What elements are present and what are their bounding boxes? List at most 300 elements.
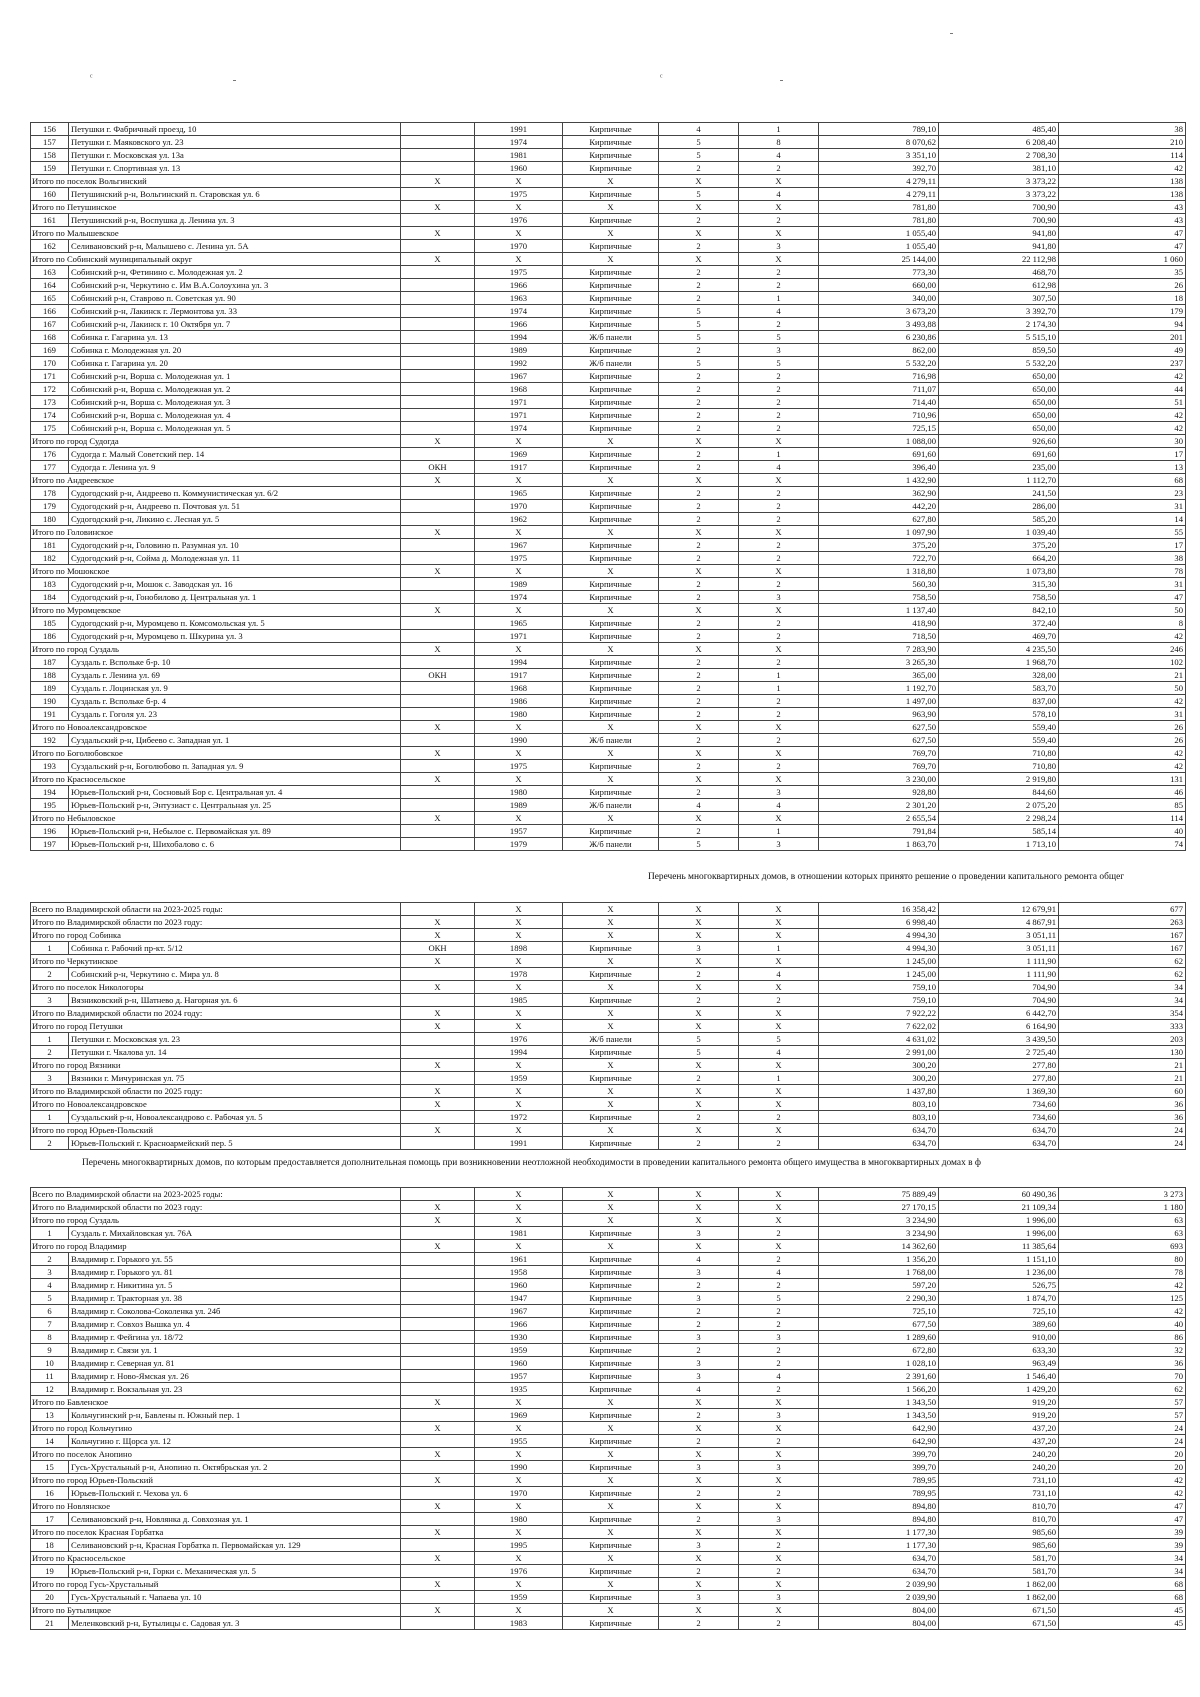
address-cell: Петушки г. Московская ул. 13а — [69, 149, 401, 162]
okn-flag-cell: X — [401, 1059, 475, 1072]
subtotal-label: Итого по Боголюбовское — [31, 747, 401, 760]
wall-material-cell: Кирпичные — [563, 461, 659, 474]
okn-flag-cell: X — [401, 812, 475, 825]
address-cell: Собинский р-н, Ставрово п. Советская ул. 90 — [69, 292, 401, 305]
okn-flag-cell — [401, 409, 475, 422]
total-area-cell: 672,80 — [819, 1344, 939, 1357]
living-area-cell: 1 039,40 — [939, 526, 1059, 539]
okn-flag-cell: X — [401, 773, 475, 786]
table-row — [31, 1539, 1186, 1552]
address-cell: Владимир г. Совхоз Вышка ул. 4 — [69, 1318, 401, 1331]
row-number-cell: 12 — [31, 1383, 69, 1396]
floors-cell: 2 — [659, 292, 739, 305]
floors-cell: X — [659, 526, 739, 539]
subtotal-row — [31, 1059, 1186, 1072]
address-cell: Суздаль г. Вспольке б-р. 10 — [69, 656, 401, 669]
table-row — [31, 1111, 1186, 1124]
entrances-cell: 2 — [739, 708, 819, 721]
total-area-cell: 773,30 — [819, 266, 939, 279]
residents-cell: 46 — [1059, 786, 1186, 799]
residents-cell: 50 — [1059, 604, 1186, 617]
row-number-cell: 181 — [31, 539, 69, 552]
living-area-cell: 691,60 — [939, 448, 1059, 461]
table-row — [31, 968, 1186, 981]
okn-flag-cell — [401, 396, 475, 409]
address-cell: Суздаль г. Гоголя ул. 23 — [69, 708, 401, 721]
living-area-cell: 650,00 — [939, 396, 1059, 409]
floors-cell: X — [659, 916, 739, 929]
year-built-cell: X — [475, 175, 563, 188]
residents-cell: 47 — [1059, 1500, 1186, 1513]
total-area-cell: 16 358,42 — [819, 903, 939, 916]
total-area-cell: 710,96 — [819, 409, 939, 422]
subtotal-row — [31, 1500, 1186, 1513]
total-area-cell: 597,20 — [819, 1279, 939, 1292]
floors-cell: X — [659, 1020, 739, 1033]
total-area-cell: 4 994,30 — [819, 942, 939, 955]
table-row — [31, 799, 1186, 812]
table-row — [31, 1487, 1186, 1500]
entrances-cell: 2 — [739, 1305, 819, 1318]
residents-cell: 21 — [1059, 669, 1186, 682]
entrances-cell: 1 — [739, 682, 819, 695]
floors-cell: 3 — [659, 1357, 739, 1370]
wall-material-cell: Ж/б панели — [563, 331, 659, 344]
residents-cell: 24 — [1059, 1422, 1186, 1435]
address-cell: Суздаль г. Лоцинская ул. 9 — [69, 682, 401, 695]
subtotal-label: Итого по поселок Вольгинский — [31, 175, 401, 188]
living-area-cell: 469,70 — [939, 630, 1059, 643]
total-area-cell: 3 234,90 — [819, 1214, 939, 1227]
year-built-cell: 1972 — [475, 1111, 563, 1124]
year-built-cell: X — [475, 1020, 563, 1033]
total-area-cell: 2 391,60 — [819, 1370, 939, 1383]
entrances-cell: 2 — [739, 1539, 819, 1552]
total-area-cell: 759,10 — [819, 994, 939, 1007]
subtotal-label: Итого по Красносельское — [31, 773, 401, 786]
wall-material-cell: Кирпичные — [563, 1357, 659, 1370]
floors-cell: 5 — [659, 1046, 739, 1059]
row-number-cell: 4 — [31, 1279, 69, 1292]
floors-cell: X — [659, 1422, 739, 1435]
residents-cell: 63 — [1059, 1214, 1186, 1227]
residents-cell: 57 — [1059, 1396, 1186, 1409]
entrances-cell: 2 — [739, 734, 819, 747]
living-area-cell: 4 235,50 — [939, 643, 1059, 656]
total-area-cell: 804,00 — [819, 1604, 939, 1617]
okn-flag-cell: X — [401, 1098, 475, 1111]
living-area-cell: 710,80 — [939, 760, 1059, 773]
subtotal-row — [31, 1201, 1186, 1214]
okn-flag-cell — [401, 1539, 475, 1552]
residents-cell: 45 — [1059, 1604, 1186, 1617]
entrances-cell: X — [739, 981, 819, 994]
address-cell: Петушки г. Спортивная ул. 13 — [69, 162, 401, 175]
okn-flag-cell — [401, 500, 475, 513]
wall-material-cell: Кирпичные — [563, 1344, 659, 1357]
section-heading-additional-assistance: Перечень многоквартирных домов, по которым предоставляется дополнительная помощь при возникновении неотложной необходимости в проведении капитального ремонта общего имущества в многоквартирных домах в ф — [82, 1158, 981, 1168]
living-area-cell: 315,30 — [939, 578, 1059, 591]
wall-material-cell: Кирпичные — [563, 409, 659, 422]
table-row — [31, 344, 1186, 357]
residents-cell: 31 — [1059, 708, 1186, 721]
floors-cell: X — [659, 201, 739, 214]
row-number-cell: 9 — [31, 1344, 69, 1357]
address-cell: Петушки г. Московская ул. 23 — [69, 1033, 401, 1046]
entrances-cell: 2 — [739, 1565, 819, 1578]
entrances-cell: 2 — [739, 500, 819, 513]
entrances-cell: 3 — [739, 786, 819, 799]
table-row — [31, 1513, 1186, 1526]
total-area-cell: 396,40 — [819, 461, 939, 474]
entrances-cell: X — [739, 1059, 819, 1072]
wall-material-cell: Кирпичные — [563, 1305, 659, 1318]
floors-cell: 2 — [659, 409, 739, 422]
year-built-cell: 1930 — [475, 1331, 563, 1344]
entrances-cell: 2 — [739, 318, 819, 331]
residents-cell: 62 — [1059, 968, 1186, 981]
okn-flag-cell: X — [401, 1396, 475, 1409]
total-area-cell: 442,20 — [819, 500, 939, 513]
address-cell: Владимир г. Фейгина ул. 18/72 — [69, 1331, 401, 1344]
table-row — [31, 292, 1186, 305]
subtotal-label: Всего по Владимирской области на 2023-2025 годы: — [31, 1188, 401, 1201]
residents-cell: 94 — [1059, 318, 1186, 331]
residents-cell: 68 — [1059, 1578, 1186, 1591]
floors-cell: 5 — [659, 838, 739, 851]
table-row — [31, 1591, 1186, 1604]
address-cell: Собинский р-н, Ворша с. Молодежная ул. 1 — [69, 370, 401, 383]
floors-cell: 2 — [659, 994, 739, 1007]
floors-cell: 2 — [659, 1072, 739, 1085]
total-area-cell: 1 245,00 — [819, 968, 939, 981]
wall-material-cell: X — [563, 903, 659, 916]
okn-flag-cell — [401, 1227, 475, 1240]
wall-material-cell: Кирпичные — [563, 1565, 659, 1578]
subtotal-row — [31, 1526, 1186, 1539]
residents-cell: 42 — [1059, 162, 1186, 175]
residents-cell: 34 — [1059, 981, 1186, 994]
residents-cell: 32 — [1059, 1344, 1186, 1357]
entrances-cell: X — [739, 1396, 819, 1409]
wall-material-cell: X — [563, 1124, 659, 1137]
total-area-cell: 375,20 — [819, 539, 939, 552]
living-area-cell: 634,70 — [939, 1124, 1059, 1137]
address-cell: Владимир г. Никитина ул. 5 — [69, 1279, 401, 1292]
row-number-cell: 191 — [31, 708, 69, 721]
address-cell: Вязники г. Мичуринская ул. 75 — [69, 1072, 401, 1085]
floors-cell: 2 — [659, 1305, 739, 1318]
year-built-cell: X — [475, 1188, 563, 1201]
table-row — [31, 279, 1186, 292]
floors-cell: X — [659, 1214, 739, 1227]
entrances-cell: X — [739, 526, 819, 539]
okn-flag-cell — [401, 656, 475, 669]
total-area-cell: 1 437,80 — [819, 1085, 939, 1098]
subtotal-row — [31, 773, 1186, 786]
okn-flag-cell: X — [401, 227, 475, 240]
residents-cell: 47 — [1059, 227, 1186, 240]
year-built-cell: 1971 — [475, 630, 563, 643]
subtotal-row — [31, 916, 1186, 929]
subtotal-row — [31, 253, 1186, 266]
wall-material-cell: X — [563, 1604, 659, 1617]
okn-flag-cell — [401, 786, 475, 799]
living-area-cell: 671,50 — [939, 1617, 1059, 1630]
total-area-cell: 1 289,60 — [819, 1331, 939, 1344]
living-area-cell: 5 532,20 — [939, 357, 1059, 370]
floors-cell: X — [659, 929, 739, 942]
entrances-cell: 2 — [739, 487, 819, 500]
living-area-cell: 583,70 — [939, 682, 1059, 695]
okn-flag-cell — [401, 292, 475, 305]
address-cell: Суздальский р-н, Цибеево с. Западная ул. 1 — [69, 734, 401, 747]
year-built-cell: 1975 — [475, 188, 563, 201]
wall-material-cell: Кирпичные — [563, 539, 659, 552]
subtotal-label: Всего по Владимирской области на 2023-2025 годы: — [31, 903, 401, 916]
residents-cell: 30 — [1059, 435, 1186, 448]
entrances-cell: X — [739, 1085, 819, 1098]
subtotal-row — [31, 1474, 1186, 1487]
table-row — [31, 1305, 1186, 1318]
subtotal-row — [31, 1085, 1186, 1098]
wall-material-cell: Кирпичные — [563, 1111, 659, 1124]
residents-cell: 80 — [1059, 1253, 1186, 1266]
total-area-cell: 769,70 — [819, 760, 939, 773]
total-area-cell: 2 655,54 — [819, 812, 939, 825]
total-area-cell: 789,95 — [819, 1474, 939, 1487]
entrances-cell: 1 — [739, 448, 819, 461]
living-area-cell: 3 373,22 — [939, 175, 1059, 188]
row-number-cell: 179 — [31, 500, 69, 513]
living-area-cell: 700,90 — [939, 201, 1059, 214]
row-number-cell: 10 — [31, 1357, 69, 1370]
living-area-cell: 985,60 — [939, 1539, 1059, 1552]
wall-material-cell: Кирпичные — [563, 279, 659, 292]
okn-flag-cell: X — [401, 1578, 475, 1591]
wall-material-cell: Кирпичные — [563, 1591, 659, 1604]
entrances-cell: X — [739, 1422, 819, 1435]
table-row — [31, 578, 1186, 591]
year-built-cell: X — [475, 1396, 563, 1409]
floors-cell: X — [659, 1578, 739, 1591]
year-built-cell: 1968 — [475, 383, 563, 396]
residents-cell: 24 — [1059, 1435, 1186, 1448]
floors-cell: 2 — [659, 786, 739, 799]
total-area-cell: 803,10 — [819, 1111, 939, 1124]
okn-flag-cell: X — [401, 1124, 475, 1137]
floors-cell: 4 — [659, 1253, 739, 1266]
year-built-cell: X — [475, 1422, 563, 1435]
total-area-cell: 718,50 — [819, 630, 939, 643]
year-built-cell: X — [475, 1552, 563, 1565]
address-cell: Гусь-Хрустальный р-н, Анопино п. Октябрьская ул. 2 — [69, 1461, 401, 1474]
residents-cell: 39 — [1059, 1539, 1186, 1552]
entrances-cell: X — [739, 721, 819, 734]
table-row — [31, 1279, 1186, 1292]
year-built-cell: 1974 — [475, 136, 563, 149]
entrances-cell: 5 — [739, 331, 819, 344]
residents-cell: 237 — [1059, 357, 1186, 370]
wall-material-cell: Ж/б панели — [563, 1033, 659, 1046]
table-row — [31, 591, 1186, 604]
okn-flag-cell: ОКН — [401, 942, 475, 955]
table-row — [31, 1383, 1186, 1396]
living-area-cell: 725,10 — [939, 1305, 1059, 1318]
floors-cell: X — [659, 1124, 739, 1137]
year-built-cell: 1957 — [475, 825, 563, 838]
entrances-cell: 2 — [739, 1137, 819, 1150]
year-built-cell: 1970 — [475, 240, 563, 253]
scan-speck — [950, 33, 953, 34]
living-area-cell: 485,40 — [939, 123, 1059, 136]
residents-cell: 40 — [1059, 825, 1186, 838]
wall-material-cell: Кирпичные — [563, 1292, 659, 1305]
year-built-cell: 1960 — [475, 162, 563, 175]
total-area-cell: 2 039,90 — [819, 1578, 939, 1591]
wall-material-cell: Кирпичные — [563, 214, 659, 227]
table-row — [31, 1461, 1186, 1474]
year-built-cell: X — [475, 253, 563, 266]
residents-cell: 68 — [1059, 474, 1186, 487]
living-area-cell: 2 174,30 — [939, 318, 1059, 331]
living-area-cell: 704,90 — [939, 994, 1059, 1007]
year-built-cell: 1957 — [475, 1370, 563, 1383]
total-area-cell: 894,80 — [819, 1513, 939, 1526]
table-row — [31, 552, 1186, 565]
year-built-cell: X — [475, 643, 563, 656]
entrances-cell: 2 — [739, 552, 819, 565]
total-area-cell: 627,50 — [819, 721, 939, 734]
residents-cell: 114 — [1059, 149, 1186, 162]
okn-flag-cell — [401, 344, 475, 357]
table-row — [31, 617, 1186, 630]
living-area-cell: 240,20 — [939, 1448, 1059, 1461]
floors-cell: 2 — [659, 669, 739, 682]
row-number-cell: 172 — [31, 383, 69, 396]
subtotal-label: Итого по Головинское — [31, 526, 401, 539]
year-built-cell: X — [475, 227, 563, 240]
okn-flag-cell: X — [401, 253, 475, 266]
floors-cell: X — [659, 435, 739, 448]
table-row — [31, 396, 1186, 409]
wall-material-cell: X — [563, 1188, 659, 1201]
floors-cell: X — [659, 1188, 739, 1201]
okn-flag-cell — [401, 1344, 475, 1357]
okn-flag-cell — [401, 1565, 475, 1578]
floors-cell: 2 — [659, 1137, 739, 1150]
okn-flag-cell — [401, 1409, 475, 1422]
year-built-cell: 1986 — [475, 695, 563, 708]
address-cell: Кольчугинский р-н, Бавлены п. Южный пер. 1 — [69, 1409, 401, 1422]
living-area-cell: 859,50 — [939, 344, 1059, 357]
wall-material-cell: Кирпичные — [563, 240, 659, 253]
floors-cell: X — [659, 253, 739, 266]
wall-material-cell: X — [563, 1422, 659, 1435]
total-area-cell: 627,80 — [819, 513, 939, 526]
row-number-cell: 168 — [31, 331, 69, 344]
table-row — [31, 1266, 1186, 1279]
year-built-cell: 1980 — [475, 708, 563, 721]
residents-cell: 31 — [1059, 578, 1186, 591]
okn-flag-cell: X — [401, 916, 475, 929]
wall-material-cell: X — [563, 1448, 659, 1461]
total-area-cell: 3 230,00 — [819, 773, 939, 786]
floors-cell: X — [659, 1396, 739, 1409]
entrances-cell: 3 — [739, 1513, 819, 1526]
entrances-cell: X — [739, 201, 819, 214]
living-area-cell: 307,50 — [939, 292, 1059, 305]
address-cell: Владимир г. Горького ул. 81 — [69, 1266, 401, 1279]
residents-cell: 49 — [1059, 344, 1186, 357]
table-row — [31, 630, 1186, 643]
okn-flag-cell: X — [401, 1552, 475, 1565]
floors-cell: X — [659, 604, 739, 617]
year-built-cell: X — [475, 1448, 563, 1461]
wall-material-cell: X — [563, 955, 659, 968]
year-built-cell: 1980 — [475, 786, 563, 799]
okn-flag-cell — [401, 1357, 475, 1370]
subtotal-label: Итого по Небыловское — [31, 812, 401, 825]
residents-cell: 44 — [1059, 383, 1186, 396]
table-row — [31, 1253, 1186, 1266]
entrances-cell: 2 — [739, 994, 819, 1007]
living-area-cell: 1 111,90 — [939, 955, 1059, 968]
subtotal-label: Итого по Новлянское — [31, 1500, 401, 1513]
year-built-cell: 1978 — [475, 968, 563, 981]
living-area-cell: 6 208,40 — [939, 136, 1059, 149]
okn-flag-cell: X — [401, 981, 475, 994]
wall-material-cell: Кирпичные — [563, 136, 659, 149]
floors-cell: 5 — [659, 188, 739, 201]
residents-cell: 693 — [1059, 1240, 1186, 1253]
living-area-cell: 581,70 — [939, 1565, 1059, 1578]
year-built-cell: X — [475, 1201, 563, 1214]
residents-cell: 34 — [1059, 1565, 1186, 1578]
residents-cell: 42 — [1059, 409, 1186, 422]
okn-flag-cell — [401, 487, 475, 500]
okn-flag-cell — [401, 1461, 475, 1474]
residents-cell: 34 — [1059, 1552, 1186, 1565]
living-area-cell: 612,98 — [939, 279, 1059, 292]
total-area-cell: 803,10 — [819, 1098, 939, 1111]
wall-material-cell: Кирпичные — [563, 760, 659, 773]
total-area-cell: 1 356,20 — [819, 1253, 939, 1266]
living-area-cell: 277,80 — [939, 1059, 1059, 1072]
entrances-cell: 2 — [739, 383, 819, 396]
year-built-cell: 1947 — [475, 1292, 563, 1305]
total-area-cell: 634,70 — [819, 1552, 939, 1565]
year-built-cell: 1991 — [475, 123, 563, 136]
table-row — [31, 1370, 1186, 1383]
table-row — [31, 760, 1186, 773]
wall-material-cell: Кирпичные — [563, 487, 659, 500]
entrances-cell: X — [739, 474, 819, 487]
total-area-cell: 804,00 — [819, 1617, 939, 1630]
subtotal-label: Итого по город Судогда — [31, 435, 401, 448]
entrances-cell: X — [739, 1552, 819, 1565]
table-row — [31, 513, 1186, 526]
okn-flag-cell: X — [401, 1604, 475, 1617]
year-built-cell: 1991 — [475, 1137, 563, 1150]
wall-material-cell: Кирпичные — [563, 1318, 659, 1331]
wall-material-cell: Кирпичные — [563, 682, 659, 695]
residents-cell: 1 060 — [1059, 253, 1186, 266]
year-built-cell: 1971 — [475, 409, 563, 422]
year-built-cell: X — [475, 955, 563, 968]
okn-flag-cell — [401, 1370, 475, 1383]
living-area-cell: 2 298,24 — [939, 812, 1059, 825]
